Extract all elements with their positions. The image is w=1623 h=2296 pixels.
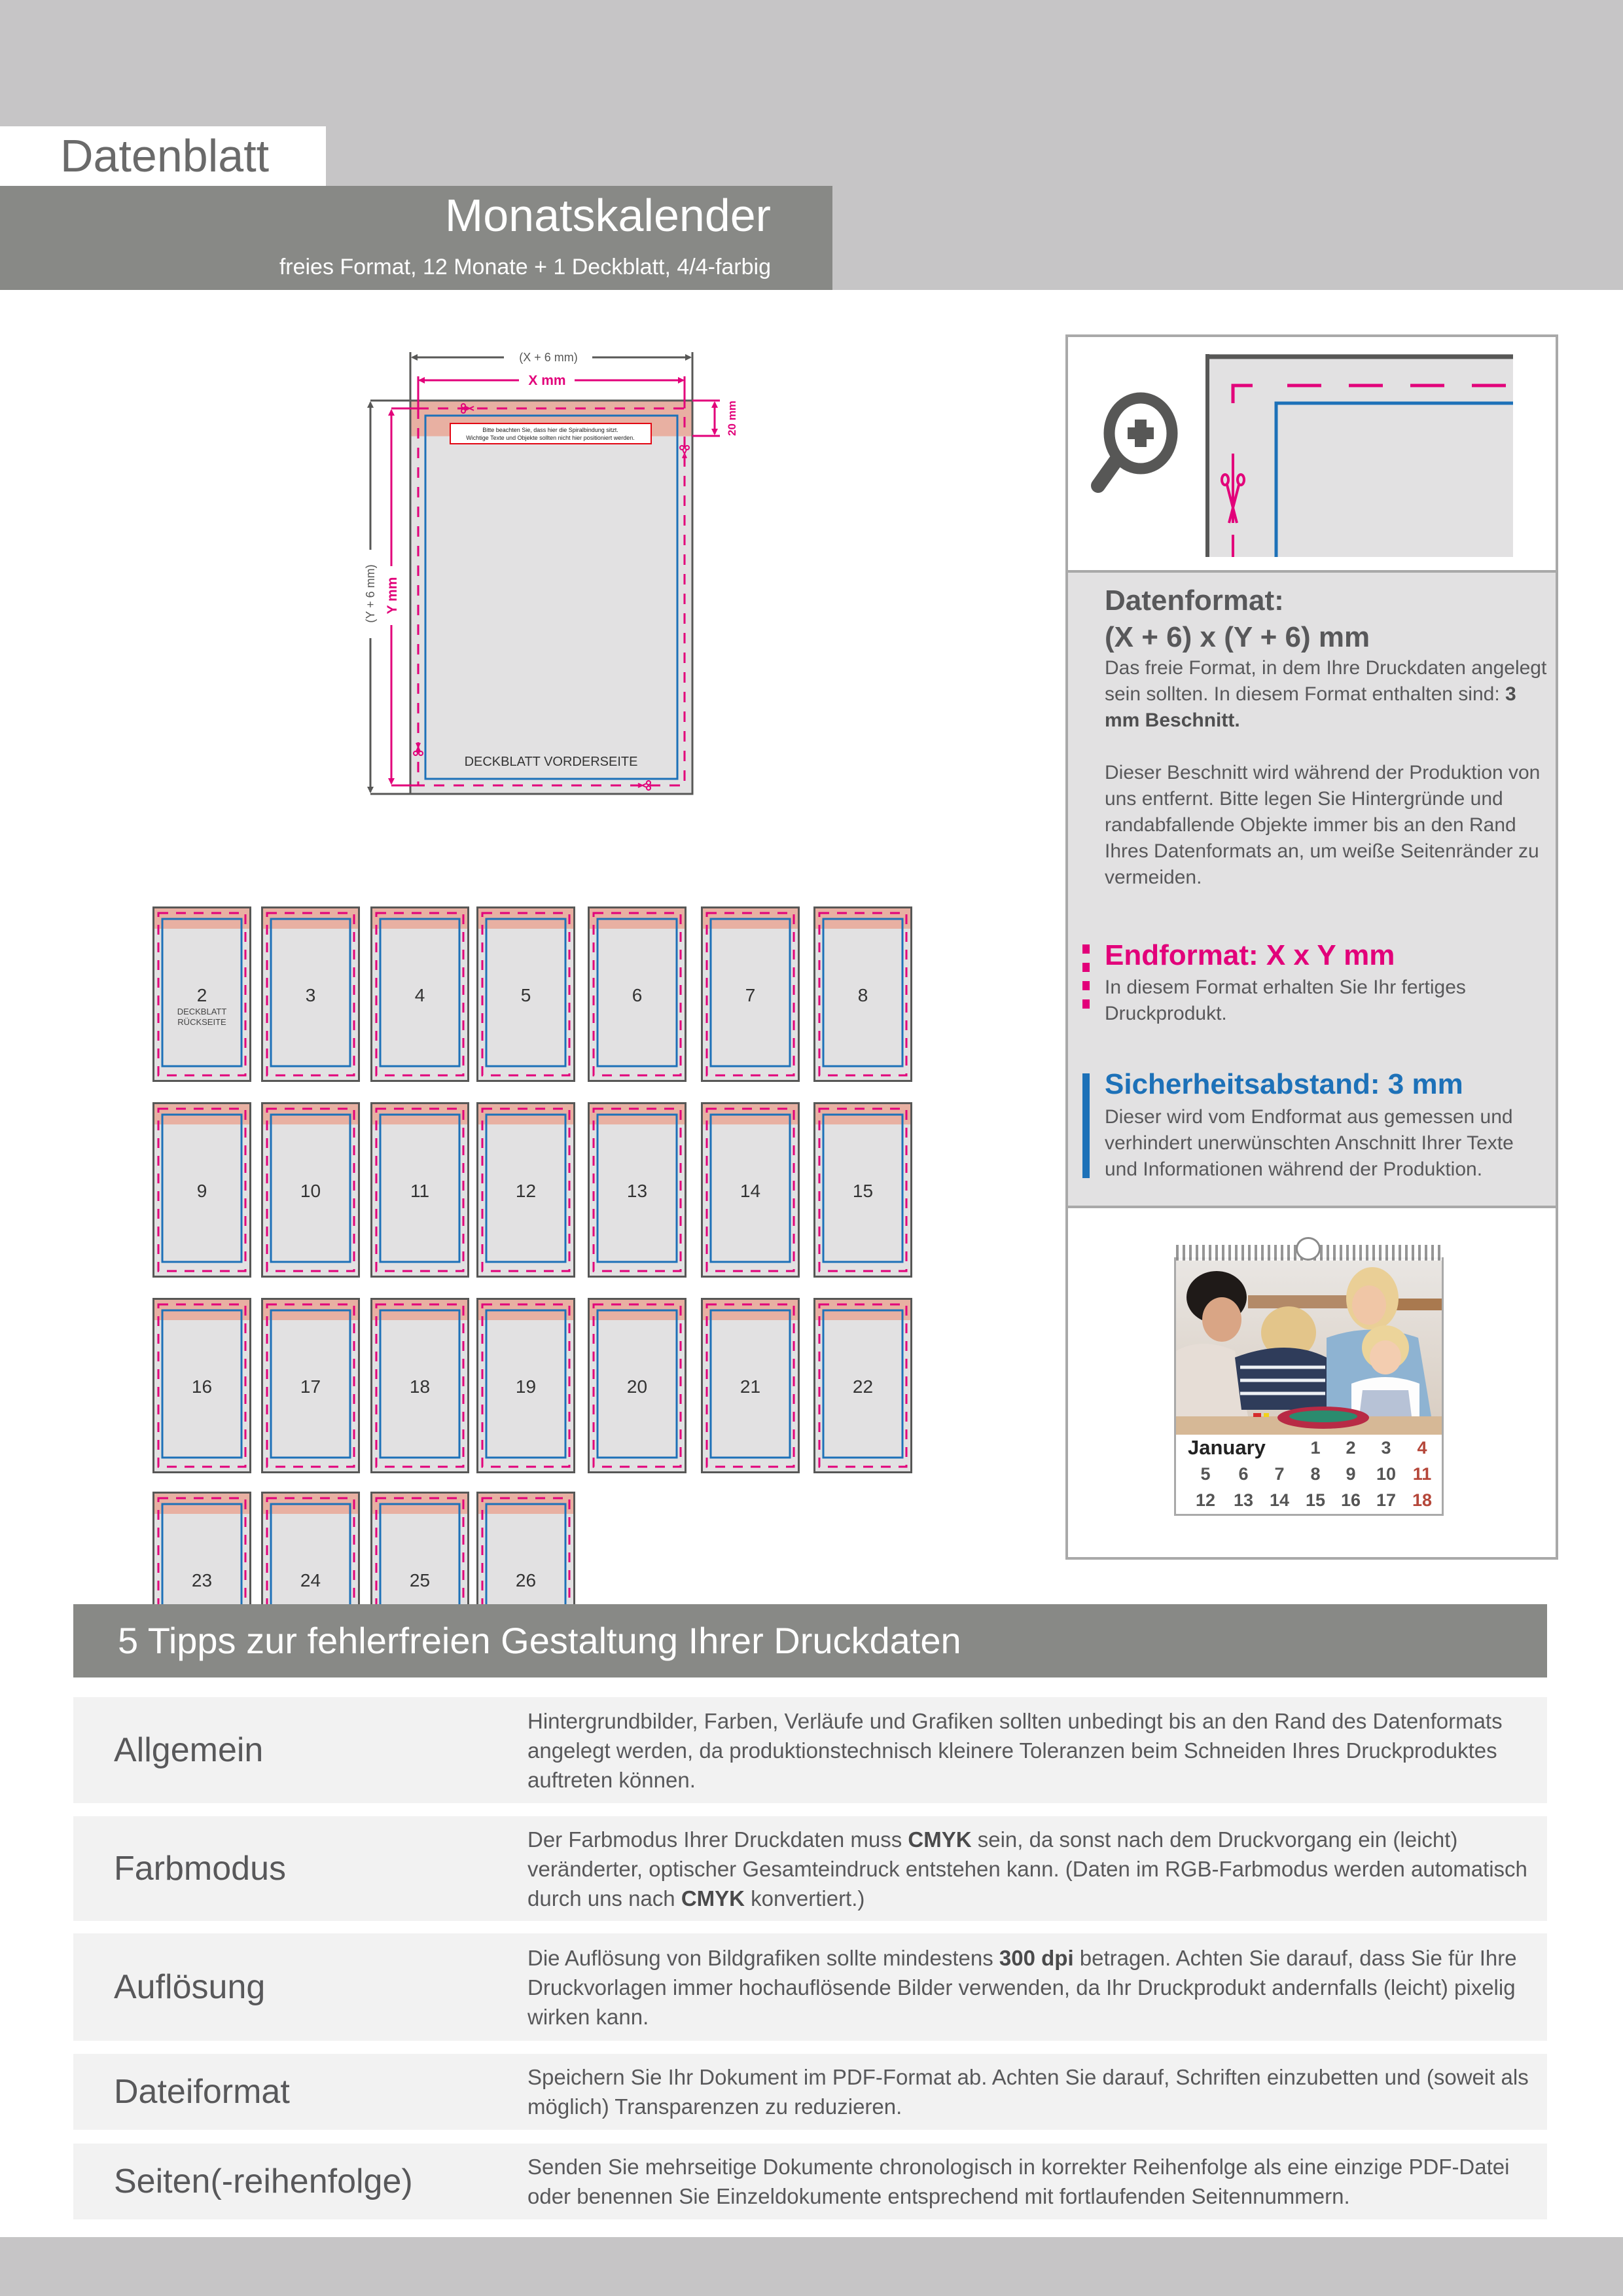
calendar-preview-section [1068, 1208, 1556, 1557]
calendar-day: 9 [1346, 1464, 1356, 1484]
page-thumbnail [701, 1298, 800, 1473]
page-number: 4 [414, 985, 425, 1005]
page-number: 9 [196, 1181, 207, 1201]
tip-description-bold: CMYK [681, 1886, 745, 1910]
page-thumbnail [261, 1102, 360, 1278]
datenformat-text [1105, 655, 1550, 734]
page-number: 18 [409, 1376, 431, 1397]
page-thumbnail [476, 1298, 575, 1473]
tip-label: Farbmodus [114, 1850, 286, 1888]
tips-heading-band [73, 1604, 1547, 1677]
calendar-day: 15 [1305, 1490, 1326, 1510]
sicherheit-title: Sicherheitsabstand: 3 mm [1105, 1068, 1463, 1100]
tip-description-text: sein, da sonst nach dem Druckvorgang ein (leicht) veränderter, optischer Gesamteindruck entstehen kann. (Daten im RGB-Farbmodus werden automatisch durch uns nach [527, 1827, 1527, 1910]
calendar-day: 5 [1200, 1464, 1211, 1484]
datasheet-label: Datenblatt [60, 130, 270, 181]
spiral-notice-line2: Wichtige Texte und Objekte sollten nicht hier positioniert werden. [466, 435, 635, 441]
datenformat-formula: (X + 6) x (Y + 6) mm [1105, 621, 1370, 653]
tip-description [527, 1706, 1535, 1795]
tip-description-text: Die Auflösung von Bildgrafiken sollte mindestens [527, 1945, 999, 1970]
bleed-height-label: (Y + 6 mm) [364, 564, 377, 623]
tip-label: Allgemein [114, 1731, 264, 1769]
calendar-day: 11 [1412, 1464, 1432, 1484]
page-number: 21 [740, 1376, 761, 1397]
format-info-panel [1065, 334, 1558, 1560]
tip-row [73, 1697, 1547, 1803]
page-thumbnail [476, 1102, 575, 1278]
calendar-day: 16 [1340, 1490, 1361, 1510]
calendar-day: 18 [1412, 1490, 1433, 1510]
page-number: 16 [191, 1376, 213, 1397]
cover-caption: DECKBLATT VORDERSEITE [464, 755, 638, 769]
calendar-day: 17 [1376, 1490, 1397, 1510]
page-thumbnail [701, 906, 800, 1082]
datenformat-title: Datenformat: [1105, 584, 1284, 617]
tip-description-bold: 300 dpi [999, 1945, 1074, 1970]
page-thumbnail [701, 1102, 800, 1278]
page-caption-line1: DECKBLATT [177, 1007, 227, 1016]
page-thumbnail [152, 906, 251, 1082]
tip-row [73, 1933, 1547, 2041]
tip-label: Seiten(-reihenfolge) [114, 2162, 413, 2200]
sicherheit-text: Dieser wird vom Endformat aus gemessen und verhindert unerwünschten Anschnitt Ihrer Texte und Informationen während der Produktion. [1105, 1106, 1514, 1180]
page-number: 12 [515, 1181, 537, 1201]
calendar-day: 4 [1417, 1438, 1427, 1458]
page-thumbnail [588, 906, 687, 1082]
calendar-preview [1174, 1257, 1444, 1516]
page-thumbnail [261, 906, 360, 1082]
datenformat-text-bold: 3 mm Beschnitt. [1105, 683, 1516, 731]
endformat-title: Endformat: X x Y mm [1105, 939, 1395, 971]
calendar-day: 14 [1269, 1490, 1290, 1510]
page-thumbnail [588, 1102, 687, 1278]
page-thumbnail [370, 1102, 469, 1278]
page-number: 19 [515, 1376, 537, 1397]
tip-description [527, 1825, 1535, 1913]
calendar-day: 8 [1310, 1464, 1321, 1484]
page-number: 22 [852, 1376, 874, 1397]
tips-heading: 5 Tipps zur fehlerfreien Gestaltung Ihrer Druckdaten [118, 1620, 961, 1661]
page-number: 23 [191, 1570, 213, 1590]
page-thumbnail [152, 1298, 251, 1473]
page-thumbnail [476, 906, 575, 1082]
page-number: 5 [520, 985, 531, 1005]
family-photo [1176, 1259, 1442, 1435]
page-number: 11 [410, 1181, 430, 1201]
tip-description-bold: CMYK [908, 1827, 972, 1852]
tip-description [527, 2152, 1535, 2211]
tip-description-text: Hintergrundbilder, Farben, Verläufe und Grafiken sollten unbedingt bis an den Rand des Datenformats angelegt werden, da produktionstechnisch kleinere Toleranzen beim Schneiden Ihres Druckproduktes auftreten können. [527, 1708, 1503, 1792]
page-number: 2 [196, 985, 207, 1005]
tip-row [73, 2054, 1547, 2130]
page-title: Monatskalender [444, 190, 771, 241]
spiral-notice-line1: Bitte beachten Sie, dass hier die Spiralbindung sitzt. [482, 427, 618, 433]
spiral-zone-label: 20 mm [726, 401, 738, 436]
final-width-label: X mm [528, 373, 566, 388]
page-number: 7 [745, 985, 756, 1005]
page-number: 25 [409, 1570, 431, 1590]
calendar-days-grid [1183, 1436, 1438, 1511]
page-number: 24 [300, 1570, 321, 1590]
page-thumbnail [813, 1298, 912, 1473]
page-caption-line2: RÜCKSEITE [177, 1017, 226, 1027]
page-number: 8 [857, 985, 868, 1005]
datenformat-text-body: Das freie Format, in dem Ihre Druckdaten angelegt sein sollten. In diesem Format enthalten sind: [1105, 657, 1547, 705]
safe-area-marker-icon [1082, 1073, 1090, 1178]
trim-marker-icon [1082, 944, 1090, 1016]
page-caption [152, 1007, 251, 1028]
tip-row [73, 1816, 1547, 1921]
page-number: 17 [300, 1376, 321, 1397]
beschnitt-text: Dieser Beschnitt wird während der Produktion von uns entfernt. Bitte legen Sie Hintergründe und randabfallende Objekte immer bis an den Rand Ihres Datenformats an, um weiße Seitenränder zu vermeiden. [1105, 762, 1541, 888]
page-number: 14 [740, 1181, 761, 1201]
tip-description-text: betragen. Achten Sie darauf, dass Sie für Ihre Druckvorlagen immer hochauflösende Bilder verwenden, da Ihr Druckprodukt andernfalls (leicht) pixelig wirken kann. [527, 1945, 1517, 2029]
final-height-label: Y mm [385, 577, 400, 615]
format-text-section [1068, 570, 1556, 1208]
tip-label: Auflösung [114, 1968, 266, 2006]
calendar-day: 13 [1233, 1490, 1254, 1510]
tip-description-text: Der Farbmodus Ihrer Druckdaten muss [527, 1827, 908, 1852]
bleed-width-label: (X + 6 mm) [519, 351, 578, 364]
page-number: 15 [852, 1181, 874, 1201]
page-thumbnail [261, 1298, 360, 1473]
tip-description-text: Speichern Sie Ihr Dokument im PDF-Format ab. Achten Sie darauf, Schriften einzubetten und (soweit als möglich) Transparenzen zu reduzieren. [527, 2065, 1529, 2119]
bleed-corner-detail [1068, 337, 1556, 570]
tip-description [527, 2062, 1535, 2121]
hanger-hook [1296, 1237, 1321, 1261]
tip-label: Dateiformat [114, 2073, 290, 2111]
page-number: 26 [515, 1570, 537, 1590]
zoom-detail-section [1068, 337, 1556, 570]
calendar-day: 1 [1310, 1438, 1321, 1458]
page-number: 3 [305, 985, 316, 1005]
page-number: 20 [626, 1376, 648, 1397]
bleed-sheet [410, 401, 692, 794]
page-thumbnail [813, 906, 912, 1082]
calendar-day: 10 [1376, 1464, 1397, 1484]
page-number: 6 [632, 985, 643, 1005]
footer-band [0, 2237, 1623, 2296]
calendar-day: 2 [1346, 1438, 1356, 1458]
page-thumbnail [370, 906, 469, 1082]
page-thumbnail [370, 1298, 469, 1473]
calendar-day: 12 [1195, 1490, 1216, 1510]
calendar-day: 6 [1238, 1464, 1249, 1484]
calendar-month: January [1188, 1436, 1266, 1459]
page-thumbnail [813, 1102, 912, 1278]
tip-description-text: konvertiert.) [745, 1886, 865, 1910]
page-thumbnail [588, 1298, 687, 1473]
cover-front-diagram [353, 340, 772, 812]
zoom-in-icon [1098, 398, 1172, 486]
tip-description [527, 1943, 1535, 2032]
endformat-text: In diesem Format erhalten Sie Ihr fertiges Druckprodukt. [1105, 977, 1466, 1024]
page-number: 13 [626, 1181, 648, 1201]
page-number: 10 [300, 1181, 321, 1201]
calendar-day: 7 [1274, 1464, 1285, 1484]
page-subtitle: freies Format, 12 Monate + 1 Deckblatt, 4/4-farbig [279, 255, 771, 279]
tip-row [73, 2144, 1547, 2219]
page-thumbnail [152, 1102, 251, 1278]
calendar-day: 3 [1381, 1438, 1391, 1458]
tip-description-text: Senden Sie mehrseitige Dokumente chronologisch in korrekter Reihenfolge als eine einzige PDF-Datei oder benennen Sie Einzeldokumente entsprechend mit fortlaufenden Seitennummern. [527, 2155, 1510, 2208]
